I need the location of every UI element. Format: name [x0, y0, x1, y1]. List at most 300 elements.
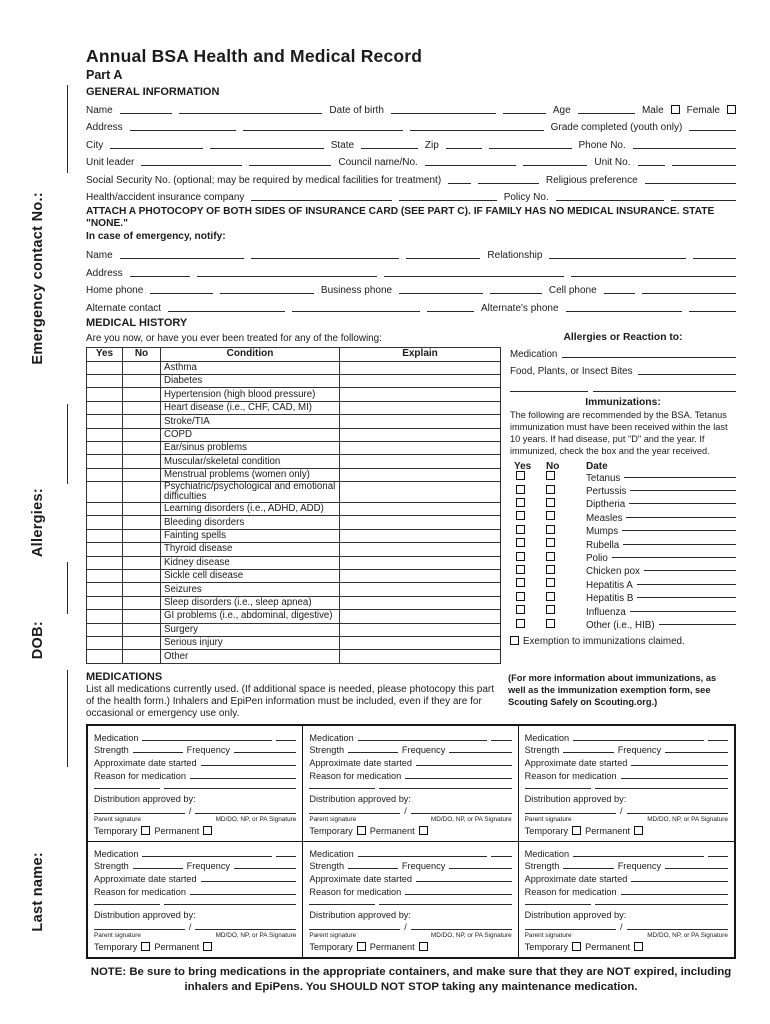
condition-explain-cell[interactable] [340, 428, 501, 441]
immunization-date-field-line[interactable] [612, 556, 736, 558]
parent-signature-line[interactable] [94, 928, 185, 930]
parent-signature-line[interactable] [94, 812, 185, 814]
allergy-extra-field-line[interactable] [593, 390, 736, 392]
immunization-no-checkbox[interactable] [546, 471, 555, 480]
reason-field-line[interactable] [190, 777, 296, 779]
condition-yes-cell[interactable] [87, 482, 123, 503]
signature-slash: / [404, 805, 407, 816]
condition-label: GI problems (i.e., abdominal, digestive) [161, 610, 340, 623]
row-emergency-address [86, 261, 736, 279]
reason-field-line[interactable] [621, 777, 728, 779]
allergy-medication-label: Medication [510, 348, 558, 360]
reason-extra-field-line[interactable] [94, 787, 160, 789]
reason-extra-field-line[interactable] [525, 787, 591, 789]
immunization-no-checkbox[interactable] [546, 552, 555, 561]
immunization-no-checkbox[interactable] [546, 485, 555, 494]
permanent-checkbox[interactable] [634, 942, 643, 951]
blank-line[interactable] [276, 739, 296, 741]
emergency-address-field-line[interactable] [130, 275, 190, 277]
condition-no-cell[interactable] [123, 556, 161, 569]
condition-no-cell[interactable] [123, 468, 161, 481]
date-started-field-line[interactable] [416, 880, 512, 882]
date-of-birth-field-line[interactable] [391, 112, 496, 114]
condition-yes-cell[interactable] [87, 388, 123, 401]
emergency-notify-heading: In case of emergency, notify: [86, 231, 226, 243]
medication-label: Medication [94, 848, 139, 859]
phone-field-line[interactable] [633, 147, 736, 149]
date-started-field-line[interactable] [631, 764, 728, 766]
insurance-field-line[interactable] [251, 199, 392, 201]
permanent-checkbox[interactable] [419, 826, 428, 835]
md-signature-line[interactable] [195, 812, 296, 814]
immunization-label: Influenza [586, 606, 626, 618]
temporary-checkbox[interactable] [141, 942, 150, 951]
condition-yes-cell[interactable] [87, 468, 123, 481]
condition-yes-cell[interactable] [87, 636, 123, 649]
address-field-line[interactable] [410, 129, 543, 131]
business-phone-field-line[interactable] [399, 292, 483, 294]
date-started-label: Approximate date started [94, 874, 197, 885]
state-label: State [330, 139, 355, 151]
condition-explain-cell[interactable] [340, 569, 501, 582]
blank-line[interactable] [406, 257, 480, 259]
immunization-no-checkbox[interactable] [546, 565, 555, 574]
parent-signature-label: Parent signature [524, 931, 572, 939]
exemption-checkbox[interactable] [510, 636, 519, 645]
policy-no-label: Policy No. [503, 192, 549, 203]
alternate-contact-field-line[interactable] [168, 310, 285, 312]
frequency-field-line[interactable] [665, 751, 728, 753]
unit-leader-field-line[interactable] [249, 164, 331, 166]
immunization-yes-checkbox[interactable] [516, 538, 525, 547]
condition-explain-cell[interactable] [340, 583, 501, 596]
parent-signature-line[interactable] [525, 812, 616, 814]
emergency-address-field-line[interactable] [571, 275, 736, 277]
immunization-no-checkbox[interactable] [546, 525, 555, 534]
reason-label: Reason for medication [94, 771, 186, 782]
alternate-contact-field-line[interactable] [292, 310, 420, 312]
frequency-field-line[interactable] [665, 867, 728, 869]
condition-label: Psychiatric/psychological and emotional difficulties [161, 482, 340, 503]
immunization-date-field-line[interactable] [623, 543, 736, 545]
cell-phone-field-line[interactable] [642, 292, 736, 294]
row-phones [86, 279, 736, 297]
reason-field-line[interactable] [621, 893, 728, 895]
md-signature-label: MD/DO, NP, or PA Signature [647, 815, 728, 823]
medications-heading: MEDICATIONS [86, 670, 163, 683]
permanent-checkbox[interactable] [203, 942, 212, 951]
immunization-label: Chicken pox [586, 566, 640, 578]
condition-explain-cell[interactable] [340, 543, 501, 556]
immunization-no-checkbox[interactable] [546, 538, 555, 547]
reason-extra-field-line[interactable] [309, 903, 375, 905]
blank-line[interactable] [693, 257, 736, 259]
condition-no-cell[interactable] [123, 361, 161, 374]
immunization-date-field-line[interactable] [630, 610, 736, 612]
condition-no-cell[interactable] [123, 610, 161, 623]
condition-yes-cell[interactable] [87, 529, 123, 542]
immunization-date-field-line[interactable] [626, 516, 736, 518]
strength-label: Strength [309, 861, 345, 872]
temporary-checkbox[interactable] [357, 826, 366, 835]
distribution-approved-label: Distribution approved by: [94, 793, 196, 804]
last-name-blank-line[interactable] [67, 670, 68, 767]
strength-field-line[interactable] [133, 867, 183, 869]
md-signature-line[interactable] [411, 812, 512, 814]
sidebar-label-allergies: Allergies: [30, 488, 46, 558]
condition-no-cell[interactable] [123, 516, 161, 529]
immunizations-note: The following are recommended by the BSA. Tetanus immunization must have been received within the last 10 years. If had disease, put "D" and the year. If immunized, check the box and the year received. [510, 409, 728, 456]
permanent-checkbox[interactable] [419, 942, 428, 951]
md-signature-line[interactable] [195, 928, 296, 930]
immunization-no-checkbox[interactable] [546, 578, 555, 587]
condition-yes-cell[interactable] [87, 375, 123, 388]
medication-field-line[interactable] [573, 739, 704, 741]
condition-explain-cell[interactable] [340, 375, 501, 388]
md-signature-line[interactable] [627, 812, 728, 814]
condition-explain-cell[interactable] [340, 455, 501, 468]
strength-label: Strength [94, 745, 129, 756]
reason-extra-field-line[interactable] [94, 903, 160, 905]
condition-explain-cell[interactable] [340, 516, 501, 529]
blank-line[interactable] [523, 164, 587, 166]
condition-row [87, 529, 501, 542]
condition-no-cell[interactable] [123, 650, 161, 663]
condition-explain-cell[interactable] [340, 529, 501, 542]
immunization-date-field-line[interactable] [630, 489, 736, 491]
immunization-yes-checkbox[interactable] [516, 471, 525, 480]
medication-field-line[interactable] [573, 855, 704, 857]
emergency-contact-blank-line[interactable] [67, 85, 68, 173]
imm-yes-header: Yes [514, 460, 532, 472]
condition-explain-cell[interactable] [340, 556, 501, 569]
allergy-food-field-line[interactable] [638, 373, 736, 375]
strength-field-line[interactable] [348, 867, 398, 869]
condition-yes-cell[interactable] [87, 650, 123, 663]
condition-label: Heart disease (i.e., CHF, CAD, MI) [161, 401, 340, 414]
strength-field-line[interactable] [348, 751, 398, 753]
date-started-field-line[interactable] [416, 764, 512, 766]
frequency-field-line[interactable] [449, 867, 511, 869]
condition-yes-cell[interactable] [87, 569, 123, 582]
emergency-name-label: Name [86, 250, 113, 262]
md-signature-line[interactable] [411, 928, 512, 930]
temporary-checkbox[interactable] [141, 826, 150, 835]
parent-signature-line[interactable] [309, 812, 400, 814]
condition-no-cell[interactable] [123, 455, 161, 468]
dob-blank-line[interactable] [67, 562, 68, 614]
emergency-name-field-line[interactable] [120, 257, 244, 259]
strength-field-line[interactable] [563, 867, 613, 869]
condition-label: Stroke/TIA [161, 415, 340, 428]
immunization-label: Tetanus [586, 472, 621, 484]
emergency-address-field-line[interactable] [197, 275, 377, 277]
name-field-line[interactable] [179, 112, 322, 114]
general-information-heading: GENERAL INFORMATION [86, 86, 220, 98]
no-column-header: No [123, 347, 161, 361]
exemption-label: Exemption to immunizations claimed. [523, 636, 685, 648]
insurance-field-line[interactable] [399, 199, 496, 201]
immunization-date-field-line[interactable] [629, 502, 736, 504]
unit-no-field-line[interactable] [672, 164, 736, 166]
condition-row [87, 516, 501, 529]
ssn-field-line[interactable] [448, 182, 471, 184]
condition-explain-cell[interactable] [340, 636, 501, 649]
condition-explain-cell[interactable] [340, 623, 501, 636]
condition-no-cell[interactable] [123, 623, 161, 636]
condition-label: Seizures [161, 583, 340, 596]
md-signature-label: MD/DO, NP, or PA Signature [215, 815, 297, 823]
form-title: Annual BSA Health and Medical Record [86, 46, 423, 66]
immunization-row [510, 525, 736, 538]
md-signature-line[interactable] [627, 928, 728, 930]
condition-row [87, 583, 501, 596]
city-field-line[interactable] [210, 147, 324, 149]
immunization-yes-checkbox[interactable] [516, 605, 525, 614]
blank-line[interactable] [489, 147, 572, 149]
condition-no-cell[interactable] [123, 596, 161, 609]
condition-yes-cell[interactable] [87, 596, 123, 609]
blank-line[interactable] [491, 739, 511, 741]
condition-yes-cell[interactable] [87, 516, 123, 529]
reason-label: Reason for medication [94, 887, 186, 898]
zip-label: Zip [424, 139, 439, 151]
md-signature-label: MD/DO, NP, or PA Signature [647, 931, 728, 939]
blank-line[interactable] [708, 855, 728, 857]
blank-line[interactable] [689, 310, 736, 312]
frequency-field-line[interactable] [234, 867, 296, 869]
condition-no-cell[interactable] [123, 442, 161, 455]
immunization-yes-checkbox[interactable] [516, 565, 525, 574]
parent-signature-line[interactable] [525, 928, 616, 930]
reason-extra-field-line[interactable] [379, 787, 511, 789]
female-checkbox[interactable] [727, 105, 736, 114]
medication-field-line[interactable] [142, 855, 272, 857]
immunization-date-field-line[interactable] [644, 569, 736, 571]
temporary-checkbox[interactable] [357, 942, 366, 951]
condition-no-cell[interactable] [123, 503, 161, 516]
allergies-blank-line[interactable] [67, 404, 68, 484]
immunization-no-checkbox[interactable] [546, 592, 555, 601]
condition-yes-cell[interactable] [87, 361, 123, 374]
immunization-no-checkbox[interactable] [546, 498, 555, 507]
medication-field-line[interactable] [358, 739, 488, 741]
home-phone-field-line[interactable] [150, 292, 213, 294]
immunization-yes-checkbox[interactable] [516, 578, 525, 587]
reason-extra-field-line[interactable] [379, 903, 511, 905]
immunization-date-field-line[interactable] [637, 583, 736, 585]
immunization-yes-checkbox[interactable] [516, 592, 525, 601]
reason-extra-field-line[interactable] [525, 903, 591, 905]
strength-label: Strength [524, 745, 560, 756]
condition-no-cell[interactable] [123, 543, 161, 556]
grade-field-line[interactable] [689, 129, 736, 131]
row-insurance [86, 186, 736, 204]
condition-yes-cell[interactable] [87, 623, 123, 636]
condition-explain-cell[interactable] [340, 361, 501, 374]
strength-label: Strength [524, 861, 560, 872]
blank-line[interactable] [490, 292, 542, 294]
date-started-field-line[interactable] [201, 880, 297, 882]
frequency-label: Frequency [617, 745, 662, 756]
religious-preference-field-line[interactable] [645, 182, 736, 184]
state-field-line[interactable] [361, 147, 418, 149]
condition-no-cell[interactable] [123, 375, 161, 388]
condition-yes-cell[interactable] [87, 610, 123, 623]
row-ssn [86, 168, 736, 186]
temporary-checkbox[interactable] [572, 826, 581, 835]
religious-preference-label: Religious preference [545, 174, 638, 186]
condition-yes-cell[interactable] [87, 556, 123, 569]
unit-no-field-line[interactable] [638, 164, 665, 166]
condition-no-cell[interactable] [123, 482, 161, 503]
immunization-yes-checkbox[interactable] [516, 511, 525, 520]
row-unit-leader [86, 151, 736, 169]
reason-field-line[interactable] [405, 777, 511, 779]
permanent-label: Permanent [154, 942, 200, 953]
blank-line[interactable] [503, 112, 546, 114]
condition-row [87, 556, 501, 569]
address-field-line[interactable] [243, 129, 403, 131]
strength-field-line[interactable] [563, 751, 613, 753]
condition-no-cell[interactable] [123, 388, 161, 401]
male-checkbox[interactable] [671, 105, 680, 114]
condition-explain-cell[interactable] [340, 401, 501, 414]
allergy-medication-field-line[interactable] [562, 356, 736, 358]
immunization-yes-checkbox[interactable] [516, 552, 525, 561]
blank-line[interactable] [276, 855, 296, 857]
relationship-label: Relationship [487, 250, 543, 262]
alternates-phone-field-line[interactable] [566, 310, 683, 312]
condition-explain-cell[interactable] [340, 610, 501, 623]
condition-explain-cell[interactable] [340, 468, 501, 481]
allergy-food-label: Food, Plants, or Insect Bites [510, 365, 633, 377]
reason-field-line[interactable] [405, 893, 511, 895]
immunization-date-field-line[interactable] [659, 623, 736, 625]
condition-no-cell[interactable] [123, 569, 161, 582]
condition-explain-cell[interactable] [340, 596, 501, 609]
medication-label: Medication [309, 732, 354, 743]
parent-signature-label: Parent signature [309, 931, 357, 939]
medication-field-line[interactable] [142, 739, 272, 741]
frequency-field-line[interactable] [234, 751, 296, 753]
condition-no-cell[interactable] [123, 636, 161, 649]
condition-yes-cell[interactable] [87, 543, 123, 556]
immunization-label: Measles [586, 512, 623, 524]
emergency-address-field-line[interactable] [384, 275, 564, 277]
immunization-no-checkbox[interactable] [546, 511, 555, 520]
immunization-no-checkbox[interactable] [546, 605, 555, 614]
immunization-date-field-line[interactable] [637, 596, 736, 598]
reason-extra-field-line[interactable] [164, 903, 296, 905]
condition-no-cell[interactable] [123, 428, 161, 441]
age-field-line[interactable] [578, 112, 635, 114]
medication-label: Medication [309, 848, 354, 859]
immunization-yes-checkbox[interactable] [516, 485, 525, 494]
permanent-checkbox[interactable] [634, 826, 643, 835]
reason-extra-field-line[interactable] [595, 903, 728, 905]
exemption-row [510, 636, 736, 647]
reason-extra-field-line[interactable] [595, 787, 728, 789]
permanent-label: Permanent [154, 826, 200, 837]
condition-yes-cell[interactable] [87, 415, 123, 428]
immunization-label: Other (i.e., HIB) [586, 620, 655, 631]
immunization-yes-checkbox[interactable] [516, 619, 525, 628]
condition-label: Bleeding disorders [161, 516, 340, 529]
temporary-checkbox[interactable] [572, 942, 581, 951]
condition-yes-cell[interactable] [87, 455, 123, 468]
condition-explain-cell[interactable] [340, 482, 501, 503]
parent-signature-line[interactable] [309, 928, 400, 930]
condition-yes-cell[interactable] [87, 442, 123, 455]
blank-line[interactable] [708, 739, 728, 741]
city-field-line[interactable] [110, 147, 203, 149]
permanent-checkbox[interactable] [203, 826, 212, 835]
signature-slash: / [619, 805, 623, 816]
condition-explain-cell[interactable] [340, 650, 501, 663]
condition-yes-cell[interactable] [87, 428, 123, 441]
immunization-row [510, 579, 736, 592]
immunization-label: Polio [586, 553, 608, 565]
blank-line[interactable] [671, 199, 736, 201]
condition-no-cell[interactable] [123, 529, 161, 542]
permanent-label: Permanent [369, 942, 415, 953]
immunization-no-checkbox[interactable] [546, 619, 555, 628]
reason-extra-field-line[interactable] [309, 787, 375, 789]
reason-field-line[interactable] [190, 893, 296, 895]
condition-no-cell[interactable] [123, 401, 161, 414]
policy-field-line[interactable] [556, 199, 664, 201]
home-phone-field-line[interactable] [220, 292, 314, 294]
condition-yes-cell[interactable] [87, 583, 123, 596]
name-field-line[interactable] [120, 112, 173, 114]
address-field-line[interactable] [130, 129, 237, 131]
strength-field-line[interactable] [133, 751, 183, 753]
relationship-field-line[interactable] [549, 257, 685, 259]
blank-line[interactable] [427, 310, 474, 312]
cell-phone-field-line[interactable] [604, 292, 635, 294]
ssn-field-line[interactable] [478, 182, 539, 184]
row-emergency-name [86, 244, 736, 262]
immunization-yes-checkbox[interactable] [516, 498, 525, 507]
city-label: City [86, 139, 104, 151]
md-signature-label: MD/DO, NP, or PA Signature [430, 815, 512, 823]
condition-no-cell[interactable] [123, 583, 161, 596]
medication-field-line[interactable] [358, 855, 488, 857]
date-started-field-line[interactable] [201, 764, 297, 766]
condition-yes-cell[interactable] [87, 401, 123, 414]
immunization-date-field-line[interactable] [622, 529, 736, 531]
sidebar-label-emergency-contact: Emergency contact No.: [30, 192, 46, 365]
unit-leader-field-line[interactable] [141, 164, 242, 166]
emergency-name-field-line[interactable] [251, 257, 400, 259]
condition-yes-cell[interactable] [87, 503, 123, 516]
condition-explain-cell[interactable] [340, 442, 501, 455]
condition-no-cell[interactable] [123, 415, 161, 428]
zip-field-line[interactable] [446, 147, 482, 149]
immunization-date-field-line[interactable] [624, 476, 736, 478]
condition-explain-cell[interactable] [340, 503, 501, 516]
allergy-extra-field-line[interactable] [510, 390, 588, 392]
immunization-yes-checkbox[interactable] [516, 525, 525, 534]
condition-explain-cell[interactable] [340, 415, 501, 428]
reason-extra-field-line[interactable] [164, 787, 296, 789]
blank-line[interactable] [491, 855, 511, 857]
frequency-field-line[interactable] [449, 751, 511, 753]
council-field-line[interactable] [425, 164, 517, 166]
date-started-field-line[interactable] [631, 880, 728, 882]
condition-explain-cell[interactable] [340, 388, 501, 401]
